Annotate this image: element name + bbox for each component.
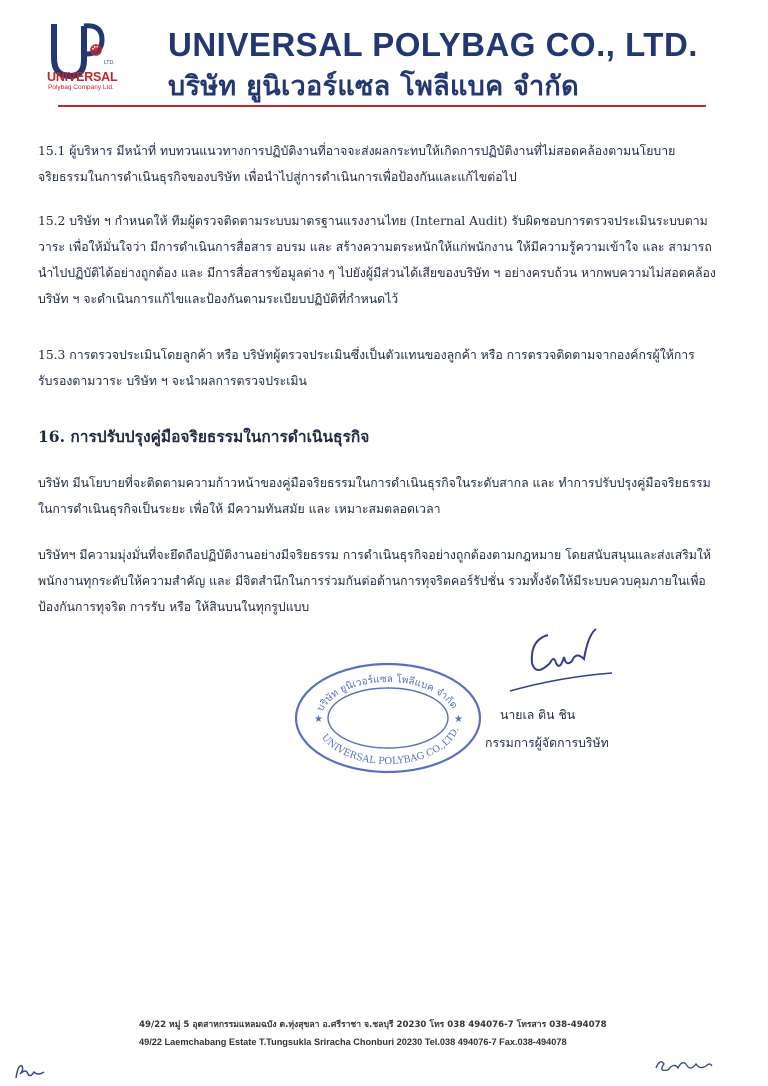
- stamp-text-top: บริษัท ยูนิเวอร์แซล โพลีแบค จำกัด: [315, 673, 460, 714]
- logo-text: UNIVERSAL: [47, 70, 118, 84]
- logo-mark: LTD.: [104, 60, 115, 66]
- svg-text:★: ★: [454, 714, 463, 725]
- header-divider: [58, 105, 706, 107]
- paragraph-16-a: บริษัท มีนโยบายที่จะติดตามความก้าวหน้าของคู่มือจริยธรรมในการดำเนินธุรกิจในระดับสากล และ ทำการปรับปรุงคู่มือจริยธรรมในการดำเนินธุรกิจเป็นระยะ เพื่อให้ มีความทันสมัย และ เหมาะสมตลอดเวลา: [38, 476, 711, 516]
- logo-subtext: Polybag Company Ltd.: [48, 84, 114, 91]
- initial-right: [648, 1052, 718, 1078]
- section-16-heading: 16. การปรับปรุงคู่มือจริยธรรมในการดำเนินธุรกิจ: [38, 427, 370, 446]
- paragraph-16-b: บริษัทฯ มีความมุ่งมั่นที่จะยึดถือปฏิบัติงานอย่างมีจริยธรรม การดำเนินธุรกิจอย่างถูกต้องตามกฎหมาย โดยสนับสนุนและส่งเสริมให้พนักงานทุกระดับให้ความสำคัญ และ มีจิตสำนึกในการร่วมกันต่อต้านการทุจริตคอร์รัปชั่น รวมทั้งจัดให้มีระบบควบคุมภายในเพื่อป้องกันการทุจริต การรับ หรือ ให้สินบนในทุกรูปแบบ: [38, 548, 712, 614]
- initial-left: [12, 1060, 48, 1082]
- company-name-en: UNIVERSAL POLYBAG CO., LTD.: [168, 26, 698, 63]
- company-name-th: บริษัท ยูนิเวอร์แซล โพลีแบค จำกัด: [168, 71, 579, 102]
- footer-address-th: 49/22 หมู่ 5 อุตสาหกรรมแหลมฉบัง ต.ทุ่งสุขลา อ.ศรีราชา จ.ชลบุรี 20230 โทร 038 494076-7 โทรสาร 038-494078: [139, 1020, 607, 1030]
- signer-title: กรรมการผู้จัดการบริษัท: [485, 736, 609, 750]
- svg-text:★: ★: [314, 714, 323, 725]
- footer-address-en: 49/22 Laemchabang Estate T.Tungsukla Sriracha Chonburi 20230 Tel.038 494076-7 Fax.038-494078: [139, 1037, 567, 1047]
- signer-name: นายเล ติน ชิน: [500, 708, 576, 722]
- company-stamp: [292, 660, 484, 776]
- stamp-text-bottom: UNIVERSAL POLYBAG CO.,LTD.: [319, 725, 462, 767]
- svg-text:UNIVERSAL POLYBAG CO.,LTD.: [319, 726, 461, 767]
- paragraph-15-3: 15.3 การตรวจประเมินโดยลูกค้า หรือ บริษัทผู้ตรวจประเมินซึ่งเป็นตัวแทนของลูกค้า หรือ การตรวจติดตามจากองค์กรผู้ให้การรับรองตามวาระ บริษัท ฯ จะนำผลการตรวจประเมิน: [38, 348, 695, 388]
- signature-mark: [500, 615, 620, 695]
- paragraph-15-1: 15.1 ผู้บริหาร มีหน้าที่ ทบทวนแนวทางการปฏิบัติงานที่อาจจะส่งผลกระทบให้เกิดการปฏิบัติงานที่ไม่สอดคล้องตามนโยบายจริยธรรมในการดำเนินธุรกิจของบริษัท เพื่อนำไปสู่การดำเนินการเพื่อป้องกันและแก้ไขต่อไป: [38, 144, 676, 184]
- svg-text:บริษัท ยูนิเวอร์แซล โพลีแบค จำ: [315, 672, 459, 713]
- paragraph-15-2: 15.2 บริษัท ฯ กำหนดให้ ทีมผู้ตรวจติดตามระบบมาตรฐานแรงงานไทย (Internal Audit) รับผิดชอบการตรวจประเมินระบบตามวาระ เพื่อให้มั่นใจว่า มีการดำเนินการสื่อสาร อบรม และ สร้างความตระหนักให้แก่พนักงาน ให้มีความรู้ความเข้าใจ และ สามารถ นำไปปฏิบัติได้อย่างถูกต้อง และ มีการสื่อสารข้อมูลต่าง ๆ ไปยังผู้มีส่วนได้เสียของบริษัท ฯ อย่างครบถ้วน หากพบความไม่สอดคล้อง บริษัท ฯ จะดำเนินการแก้ไขและป้องกันตามระเบียบปฏิบัติที่กำหนดไว้: [38, 214, 716, 306]
